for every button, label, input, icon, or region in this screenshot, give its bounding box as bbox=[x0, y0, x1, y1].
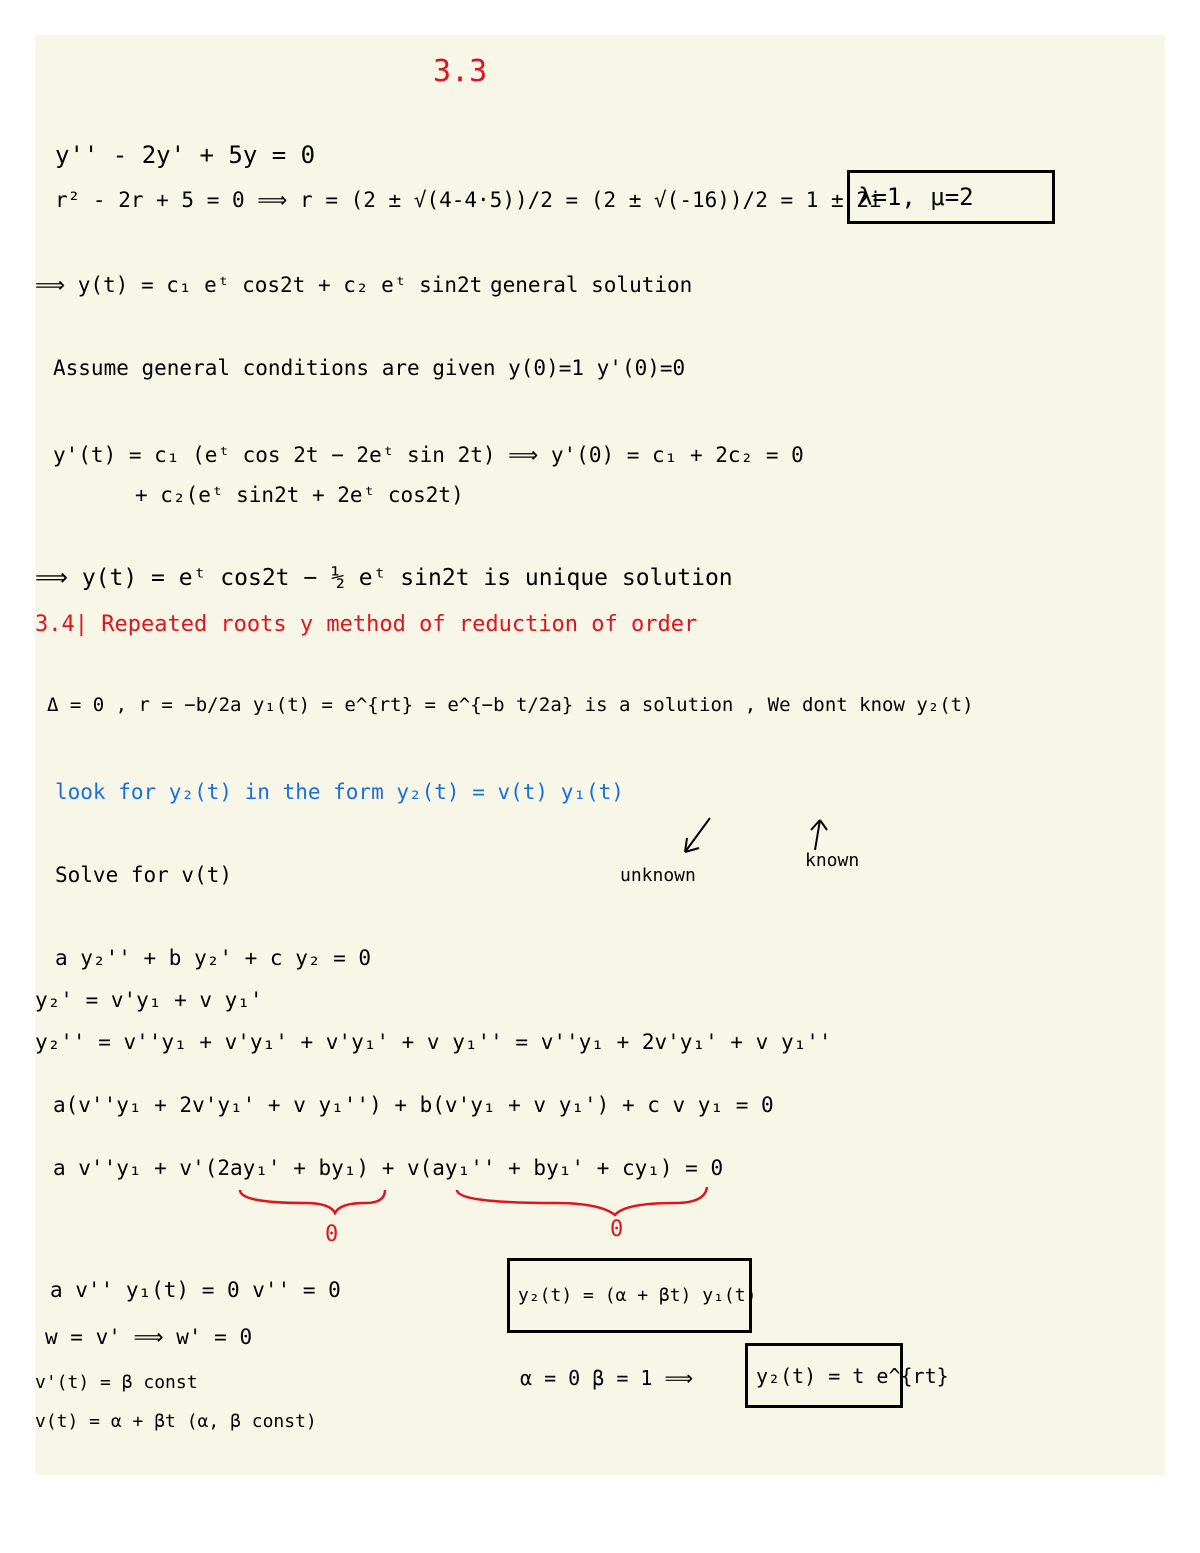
equation-2: y₂' = v'y₁ + v y₁' bbox=[35, 988, 263, 1012]
unique-solution-line: ⟹ y(t) = eᵗ cos2t − ½ eᵗ sin2t is unique solution bbox=[35, 565, 733, 591]
note-page bbox=[35, 35, 1165, 1475]
annotation-arrows bbox=[655, 810, 855, 860]
final-solution-box bbox=[745, 1343, 949, 1408]
lambda-mu-text: λ=1, μ=2 bbox=[858, 183, 974, 211]
general-solution-line: ⟹ y(t) = c₁ eᵗ cos2t + c₂ eᵗ sin2t bbox=[35, 273, 483, 297]
assume-line: Assume general conditions are given y(0)=1 y'(0)=0 bbox=[53, 356, 686, 380]
ode-line: y'' - 2y' + 5y = 0 bbox=[55, 141, 316, 169]
underbrace-zero-1: 0 bbox=[325, 1222, 339, 1247]
equation-3: y₂'' = v''y₁ + v'y₁' + v'y₁' + v y₁'' = v''y₁ + 2v'y₁' + v y₁'' bbox=[35, 1030, 832, 1054]
final-solution-text: y₂(t) = t e^{rt} bbox=[756, 1364, 949, 1388]
underbrace-zero-2: 0 bbox=[610, 1217, 624, 1242]
known-label: known bbox=[805, 850, 860, 871]
alpha-beta-line: α = 0 β = 1 ⟹ bbox=[520, 1366, 694, 1390]
repeated-roots-heading: 3.4| Repeated roots y method of reduction of order bbox=[35, 612, 698, 637]
equation-5: a v''y₁ + v'(2ay₁' + by₁) + v(ay₁'' + by₁' + cy₁) = 0 bbox=[53, 1156, 724, 1180]
equation-9: v(t) = α + βt (α, β const) bbox=[35, 1411, 317, 1432]
derivative-line-2: + c₂(eᵗ sin2t + 2eᵗ cos2t) bbox=[135, 483, 464, 507]
equation-4: a(v''y₁ + 2v'y₁' + v y₁'') + b(v'y₁ + v y₁') + c v y₁ = 0 bbox=[53, 1093, 774, 1117]
underbraces bbox=[235, 1185, 735, 1230]
characteristic-equation: r² - 2r + 5 = 0 ⟹ r = (2 ± √(4-4·5))/2 = (2 ± √(-16))/2 = 1 ± 2i bbox=[55, 188, 882, 212]
delta-line: Δ = 0 , r = −b/2a y₁(t) = e^{rt} = e^{−b t/2a} is a solution , We dont know y₂(t) bbox=[47, 694, 974, 716]
equation-6: a v'' y₁(t) = 0 v'' = 0 bbox=[50, 1278, 341, 1302]
equation-1: a y₂'' + b y₂' + c y₂ = 0 bbox=[55, 946, 372, 970]
y2-general-box bbox=[507, 1258, 757, 1333]
equation-8: v'(t) = β const bbox=[35, 1372, 198, 1393]
unknown-label: unknown bbox=[620, 865, 696, 886]
general-solution-label: general solution bbox=[490, 273, 693, 297]
lambda-mu-box bbox=[847, 170, 1055, 224]
derivative-line-1: y'(t) = c₁ (eᵗ cos 2t − 2eᵗ sin 2t) ⟹ y'(0) = c₁ + 2c₂ = 0 bbox=[53, 443, 804, 467]
y2-general-text: y₂(t) = (α + βt) y₁(t) bbox=[518, 1285, 757, 1306]
look-for-line: look for y₂(t) in the form y₂(t) = v(t) y₁(t) bbox=[55, 780, 624, 804]
equation-7: w = v' ⟹ w' = 0 bbox=[45, 1325, 253, 1349]
solve-for-line: Solve for v(t) bbox=[55, 863, 233, 887]
section-title: 3.3 bbox=[433, 54, 488, 89]
